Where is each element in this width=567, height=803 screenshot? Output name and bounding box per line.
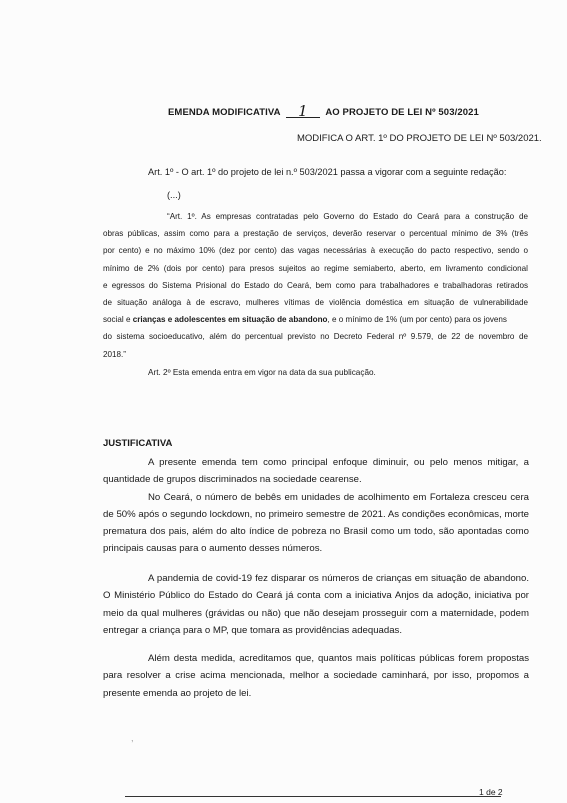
justification-line: prematura dos pais, além do alto índice de pobreza no Brasil como um todo, são apontadas como [103,526,529,538]
footer-rule [125,796,501,797]
quote-line: 2018.” [103,349,126,359]
page-number: 1 de 2 [479,787,503,797]
title-suffix: AO PROJETO DE LEI Nº 503/2021 [325,107,479,118]
justification-text [103,454,529,558]
quote-line: obras públicas, assim como para a prestação de serviços, deverão reservar o percentual mínimo de 3% (três [103,229,528,239]
stray-mark: , [131,733,134,743]
justification-line: Além desta medida, acreditamos que, quantos mais políticas públicas forem propostas [148,653,529,664]
quote-line: social e crianças e adolescentes em situação de abandono, e o mínimo de 1% (um por cento) para os jovens [103,315,507,325]
justification-line: A pandemia de covid-19 fez disparar os números de crianças em situação de abandono. [148,573,529,584]
justification-line: entregar a criança para o MP, que tomara as providências adequadas. [103,624,403,636]
justification-line: para resolver a crise acima mencionada, melhor a sociedade caminhará, por isso, propomos a [103,670,529,682]
justification-text-2 [103,570,529,639]
justification-line: O Ministério Público do Estado do Ceará já conta com a iniciativa Anjos da adoção, iniciativa por [103,590,529,602]
ellipsis: (...) [167,190,181,200]
justification-line: A presente emenda tem como principal enfoque diminuir, ou pelo menos mitigar, a [148,457,529,468]
amendment-subtitle: MODIFICA O ART. 1º DO PROJETO DE LEI Nº 503/2021. [297,133,542,144]
quote-line: de situação análoga à de escravo, mulheres vítimas de violência doméstica em situação de vulnerabilidade [103,297,528,307]
justification-heading: JUSTIFICATIVA [103,438,173,449]
quote-line: por cento) e no máximo 10% (dez por cento) das vagas necessárias à execução do pacto respectivo, sendo o [103,246,528,256]
justification-line: de 50% após o segundo lockdown, no primeiro semestre de 2021. As condições econômicas, morte [103,508,529,520]
justification-text-3 [103,650,529,702]
justification-line: quantidade de grupos discriminados na sociedade cearense. [103,474,362,486]
quote-line: e egressos do Sistema Prisional do Estado do Ceará, bem como para trabalhadores e trabalhadoras retirados [103,280,528,290]
justification-line: meio da qual mulheres (grávidas ou não) que não desejam prosseguir com a maternidade, podem [103,607,529,619]
bold-phrase: crianças e adolescentes em situação de abandono [132,315,328,325]
justification-line: principais causas para o aumento desses números. [103,543,323,555]
justification-line: presente emenda ao projeto de lei. [103,687,252,699]
quote-line: do sistema socioeducativo, além do percentual previsto no Decreto Federal nº 9.579, de 22 de novembro de [103,332,528,342]
article-2: Art. 2º Esta emenda entra em vigor na data da sua publicação. [148,368,376,377]
title-prefix: EMENDA MODIFICATIVA [168,107,281,118]
article-1-intro: Art. 1º - O art. 1º do projeto de lei n.º 503/2021 passa a vigorar com a seguinte redação: [148,167,507,177]
quote-line: mínimo de 2% (dois por cento) para presos sujeitos ao regime semiaberto, aberto, em livramento condicional [103,263,528,273]
quote-line: “Art. 1º. As empresas contratadas pelo Governo do Estado do Ceará para a construção de [167,212,528,221]
quoted-article-text [103,208,528,363]
handwritten-amendment-number: 1 [286,106,320,118]
amendment-title [168,102,479,120]
justification-line: No Ceará, o número de bebês em unidades de acolhimento em Fortaleza cresceu cera [148,491,529,503]
